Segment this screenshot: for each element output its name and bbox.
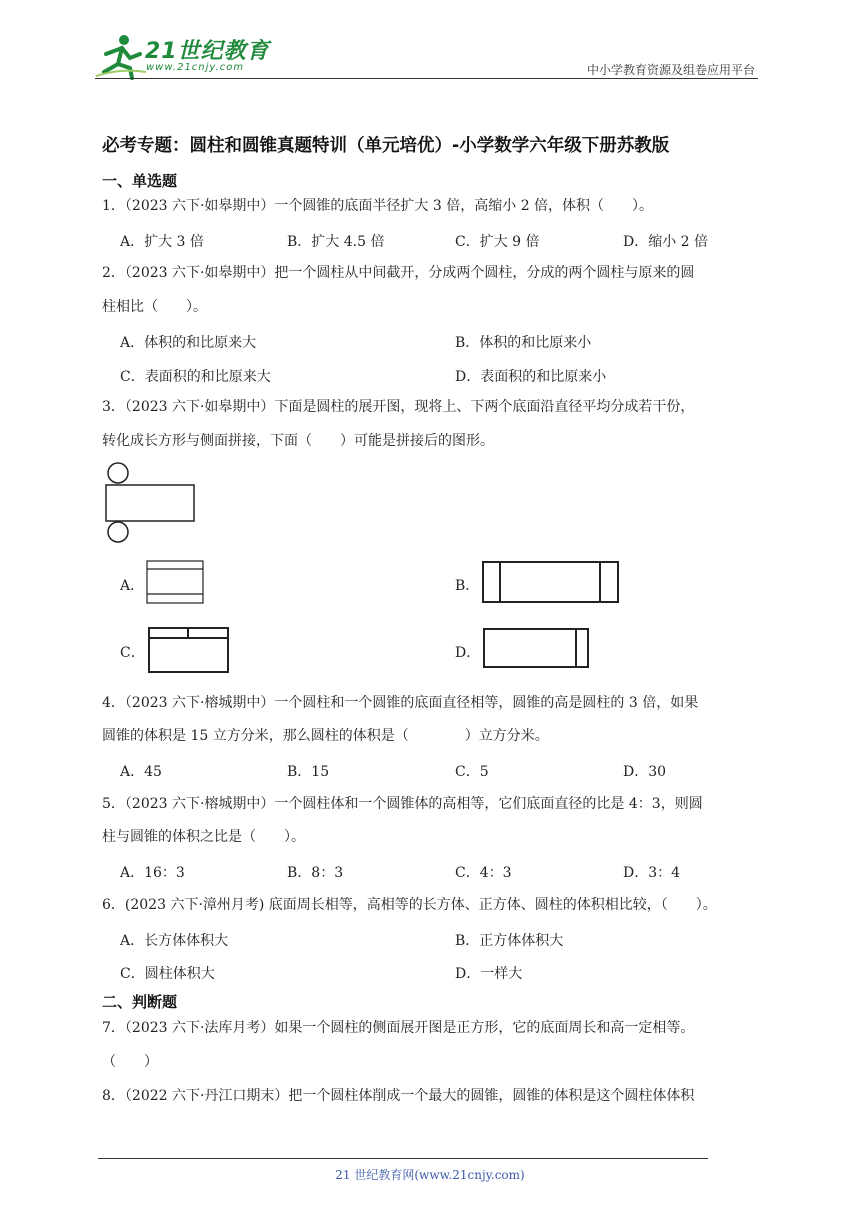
platform-label: 中小学教育资源及组卷应用平台 <box>586 63 755 77</box>
question-7-line-1: 7．（2023 六下·法库月考）如果一个圆柱的侧面展开图是正方形，它的底面周长和高一定相等。 <box>102 1020 695 1036</box>
q3-option-d[interactable]: D． <box>455 645 481 661</box>
cylinder-net-figure <box>100 460 200 544</box>
q4-option-b[interactable]: B．15 <box>287 764 330 780</box>
page-title: 必考专题：圆柱和圆锥真题特训（单元培优）-小学数学六年级下册苏教版 <box>102 136 670 156</box>
q1-option-a[interactable]: A．扩大 3 倍 <box>120 234 204 250</box>
q5-option-a[interactable]: A．16：3 <box>120 865 185 881</box>
question-3-line-2: 转化成长方形与侧面拼接，下面（ ）可能是拼接后的图形。 <box>102 433 494 449</box>
q1-option-c[interactable]: C．扩大 9 倍 <box>455 234 540 250</box>
q5-option-c[interactable]: C．4：3 <box>455 865 512 881</box>
q3-option-d-figure <box>482 627 592 671</box>
q4-option-c[interactable]: C．5 <box>455 764 489 780</box>
q3-option-b-figure <box>481 560 621 606</box>
q6-option-a[interactable]: A．长方体体积大 <box>120 933 229 949</box>
q3-option-b[interactable]: B． <box>455 578 480 594</box>
question-6: 6．(2023 六下·漳州月考) 底面周长相等，高相等的长方体、正方体、圆柱的体积相比较，（ ）。 <box>102 897 717 913</box>
q3-option-a[interactable]: A． <box>120 578 145 594</box>
question-7-line-2: （ ） <box>102 1054 158 1070</box>
footer-divider <box>98 1158 708 1159</box>
question-4-line-2: 圆锥的体积是 15 立方分米，那么圆柱的体积是（ ）立方分米。 <box>102 728 549 744</box>
question-2-line-2: 柱相比（ ）。 <box>102 299 207 315</box>
q6-option-d[interactable]: D．一样大 <box>455 966 523 982</box>
q6-option-c[interactable]: C．圆柱体积大 <box>120 966 215 982</box>
logo-text: 21世纪教育 <box>145 39 270 64</box>
q2-option-b[interactable]: B．体积的和比原来小 <box>455 335 592 351</box>
q2-option-d[interactable]: D．表面积的和比原来小 <box>455 369 607 385</box>
q1-option-d[interactable]: D．缩小 2 倍 <box>623 234 709 250</box>
q2-option-c[interactable]: C．表面积的和比原来大 <box>120 369 271 385</box>
q2-option-a[interactable]: A．体积的和比原来大 <box>120 335 257 351</box>
footer-link[interactable]: 21 世纪教育网(www.21cnjy.com) <box>335 1168 525 1182</box>
question-8-line-1: 8．（2022 六下·丹江口期末）把一个圆柱体削成一个最大的圆锥，圆锥的体积是这个圆柱体体积 <box>102 1088 695 1104</box>
question-5-line-1: 5．（2023 六下·榕城期中）一个圆柱体和一个圆锥体的高相等，它们底面直径的比是 4：3，则圆 <box>102 796 703 812</box>
logo-subtext: www.21cnjy.com <box>146 62 245 73</box>
q4-option-d[interactable]: D．30 <box>623 764 667 780</box>
q5-option-d[interactable]: D．3：4 <box>623 865 681 881</box>
q3-option-c[interactable]: C． <box>120 645 145 661</box>
q3-option-a-figure <box>146 560 206 606</box>
q4-option-a[interactable]: A．45 <box>120 764 162 780</box>
section-heading-single-choice: 一、单选题 <box>102 172 178 190</box>
question-4-line-1: 4．（2023 六下·榕城期中）一个圆柱和一个圆锥的底面直径相等，圆锥的高是圆柱的 3 倍，如果 <box>102 695 699 711</box>
q5-option-b[interactable]: B．8：3 <box>287 865 344 881</box>
q3-option-c-figure <box>147 626 231 676</box>
question-1: 1．（2023 六下·如皋期中）一个圆锥的底面半径扩大 3 倍，高缩小 2 倍，体积（ ）。 <box>102 198 654 214</box>
q6-option-b[interactable]: B．正方体体积大 <box>455 933 564 949</box>
question-2-line-1: 2．（2023 六下·如皋期中）把一个圆柱从中间截开，分成两个圆柱，分成的两个圆柱与原来的圆 <box>102 265 695 281</box>
section-heading-true-false: 二、判断题 <box>102 993 178 1011</box>
header-divider <box>95 78 758 79</box>
question-3-line-1: 3．（2023 六下·如皋期中）下面是圆柱的展开图，现将上、下两个底面沿直径平均分成若干份， <box>102 399 695 415</box>
q1-option-b[interactable]: B．扩大 4.5 倍 <box>287 234 385 250</box>
question-5-line-2: 柱与圆锥的体积之比是（ ）。 <box>102 829 305 845</box>
